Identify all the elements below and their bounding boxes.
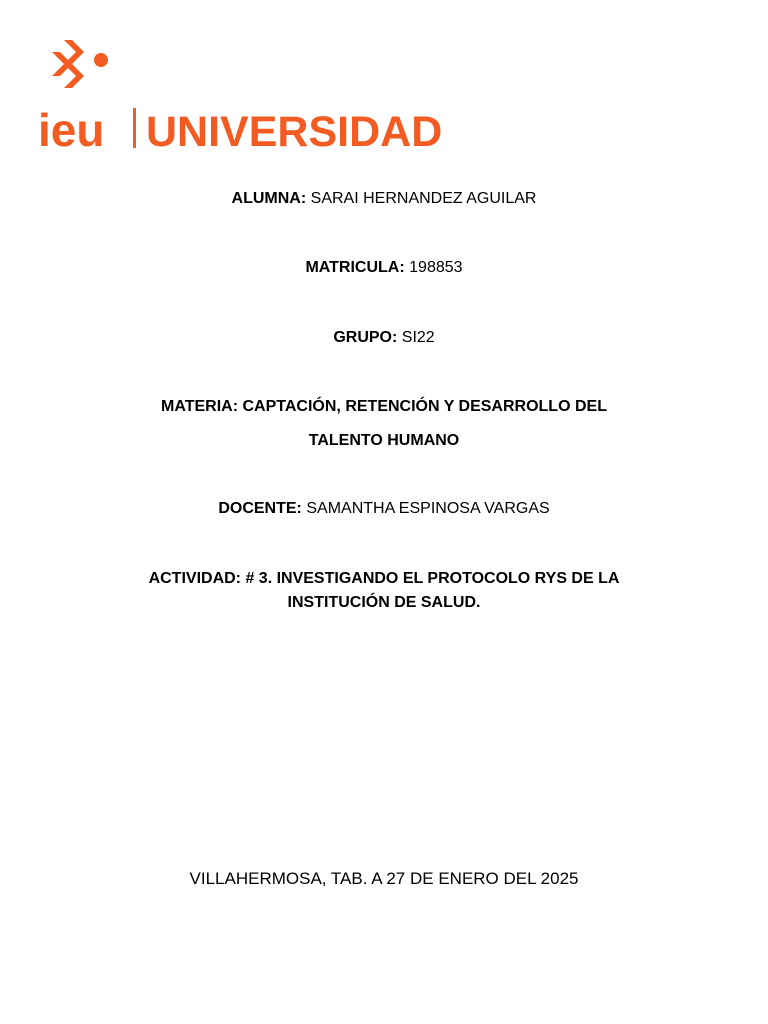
docente-value: SAMANTHA ESPINOSA VARGAS <box>306 500 550 517</box>
place-date: VILLAHERMOSA, TAB. A 27 DE ENERO DEL 2025 <box>189 869 579 888</box>
actividad-line-1: ACTIVIDAD: # 3. INVESTIGANDO EL PROTOCOLO RYS DE LA <box>148 570 620 587</box>
materia-line-2: TALENTO HUMANO <box>308 432 460 449</box>
grupo-label: GRUPO: <box>333 329 398 346</box>
docente-line <box>0 499 768 519</box>
alumna-value: SARAI HERNANDEZ AGUILAR <box>310 190 537 207</box>
matricula-label: MATRICULA: <box>305 259 405 276</box>
matricula-value: 198853 <box>409 259 463 276</box>
logo-short-name: ieu <box>38 104 105 153</box>
logo-divider <box>133 108 136 148</box>
university-logo <box>38 38 488 153</box>
logo-dot <box>94 53 108 67</box>
docente-label: DOCENTE: <box>218 500 302 517</box>
logo-long-name: UNIVERSIDAD <box>146 108 443 153</box>
materia-line-1: MATERIA: CAPTACIÓN, RETENCIÓN Y DESARROLLO DEL <box>161 398 607 415</box>
actividad-line-2: INSTITUCIÓN DE SALUD. <box>287 594 481 611</box>
alumna-label: ALUMNA: <box>231 190 307 207</box>
grupo-value: SI22 <box>401 329 435 346</box>
grupo-line <box>0 328 768 348</box>
alumna-line <box>0 189 768 209</box>
matricula-line <box>0 258 768 278</box>
ieu-logo-icon <box>38 38 488 153</box>
